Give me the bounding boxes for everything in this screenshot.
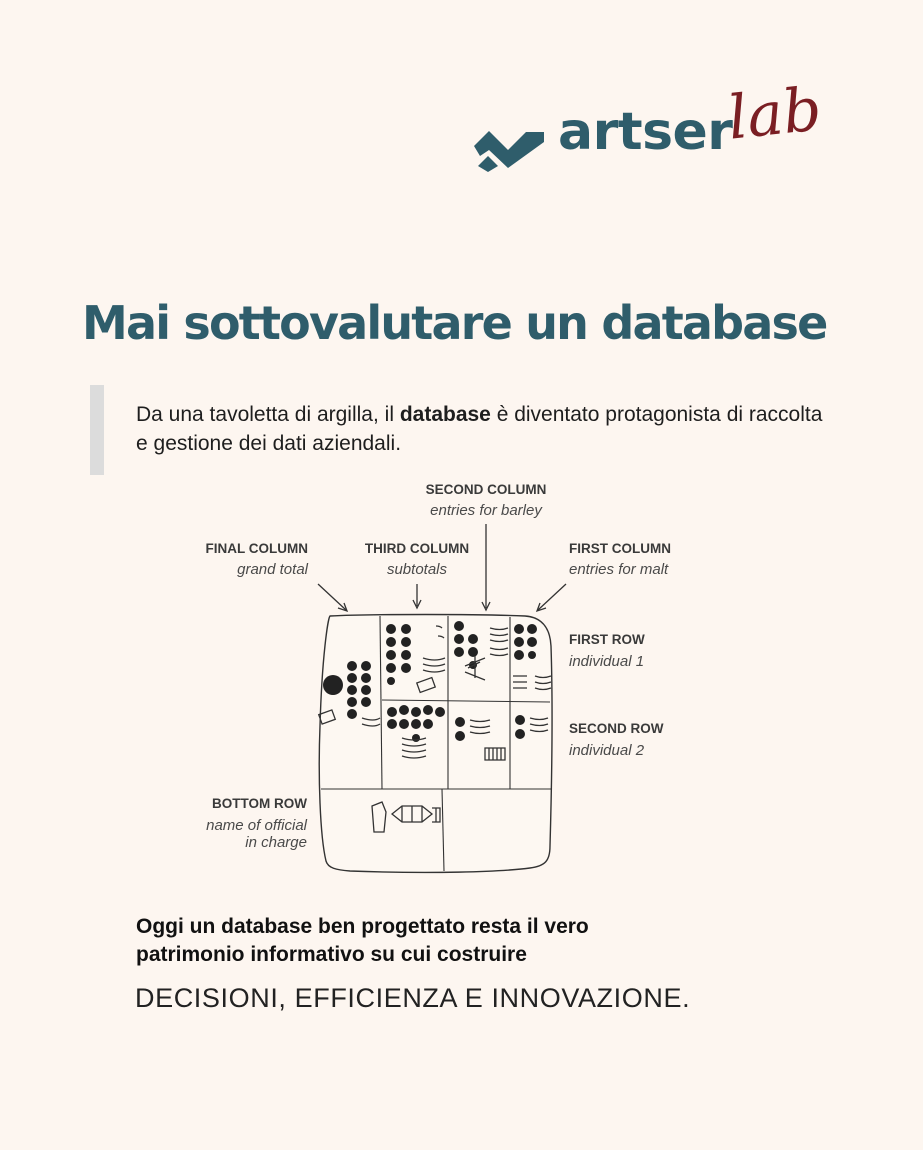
intro-text-before: Da una tavoletta di argilla, il (136, 403, 400, 426)
intro-text (136, 400, 836, 458)
label-bottom-row-sub2: in charge (245, 834, 307, 851)
chevron-zigzag-icon (474, 120, 544, 172)
intro-text-after: è diventato protagonista di raccolta e gestione dei dati aziendali. (136, 403, 823, 455)
page-title: Mai sottovalutare un database (82, 296, 827, 350)
quote-bar (90, 385, 104, 475)
label-bottom-row: BOTTOM ROW (212, 796, 307, 811)
label-final-column-sub: grand total (237, 561, 308, 578)
label-second-column-sub: entries for barley (430, 502, 542, 519)
clay-tablet-diagram (180, 476, 740, 886)
label-first-column-sub: entries for malt (569, 561, 669, 578)
tablet-svg (180, 476, 740, 886)
label-third-column-sub: subtotals (386, 561, 448, 578)
closing-line-2: patrimonio informativo su cui costruire (136, 943, 527, 966)
label-second-column: SECOND COLUMN (425, 482, 547, 497)
closing-line-1: Oggi un database ben progettato resta il vero (136, 915, 589, 938)
brand-script: lab (724, 74, 825, 154)
closing-text (136, 913, 836, 969)
artser-lab-logo (474, 74, 844, 196)
label-first-row: FIRST ROW (569, 632, 645, 647)
label-bottom-row-sub1: name of official (206, 817, 307, 834)
label-second-row-sub: individual 2 (569, 742, 645, 759)
label-first-column: FIRST COLUMN (569, 541, 671, 556)
label-second-row: SECOND ROW (569, 721, 664, 736)
label-final-column: FINAL COLUMN (205, 541, 308, 556)
intro-text-bold: database (399, 403, 491, 426)
label-third-column: THIRD COLUMN (364, 541, 470, 556)
closing-caps: DECISIONI, EFFICIENZA E INNOVAZIONE. (135, 983, 691, 1013)
label-first-row-sub: individual 1 (569, 653, 645, 670)
brand-wordmark: artser (558, 102, 733, 162)
